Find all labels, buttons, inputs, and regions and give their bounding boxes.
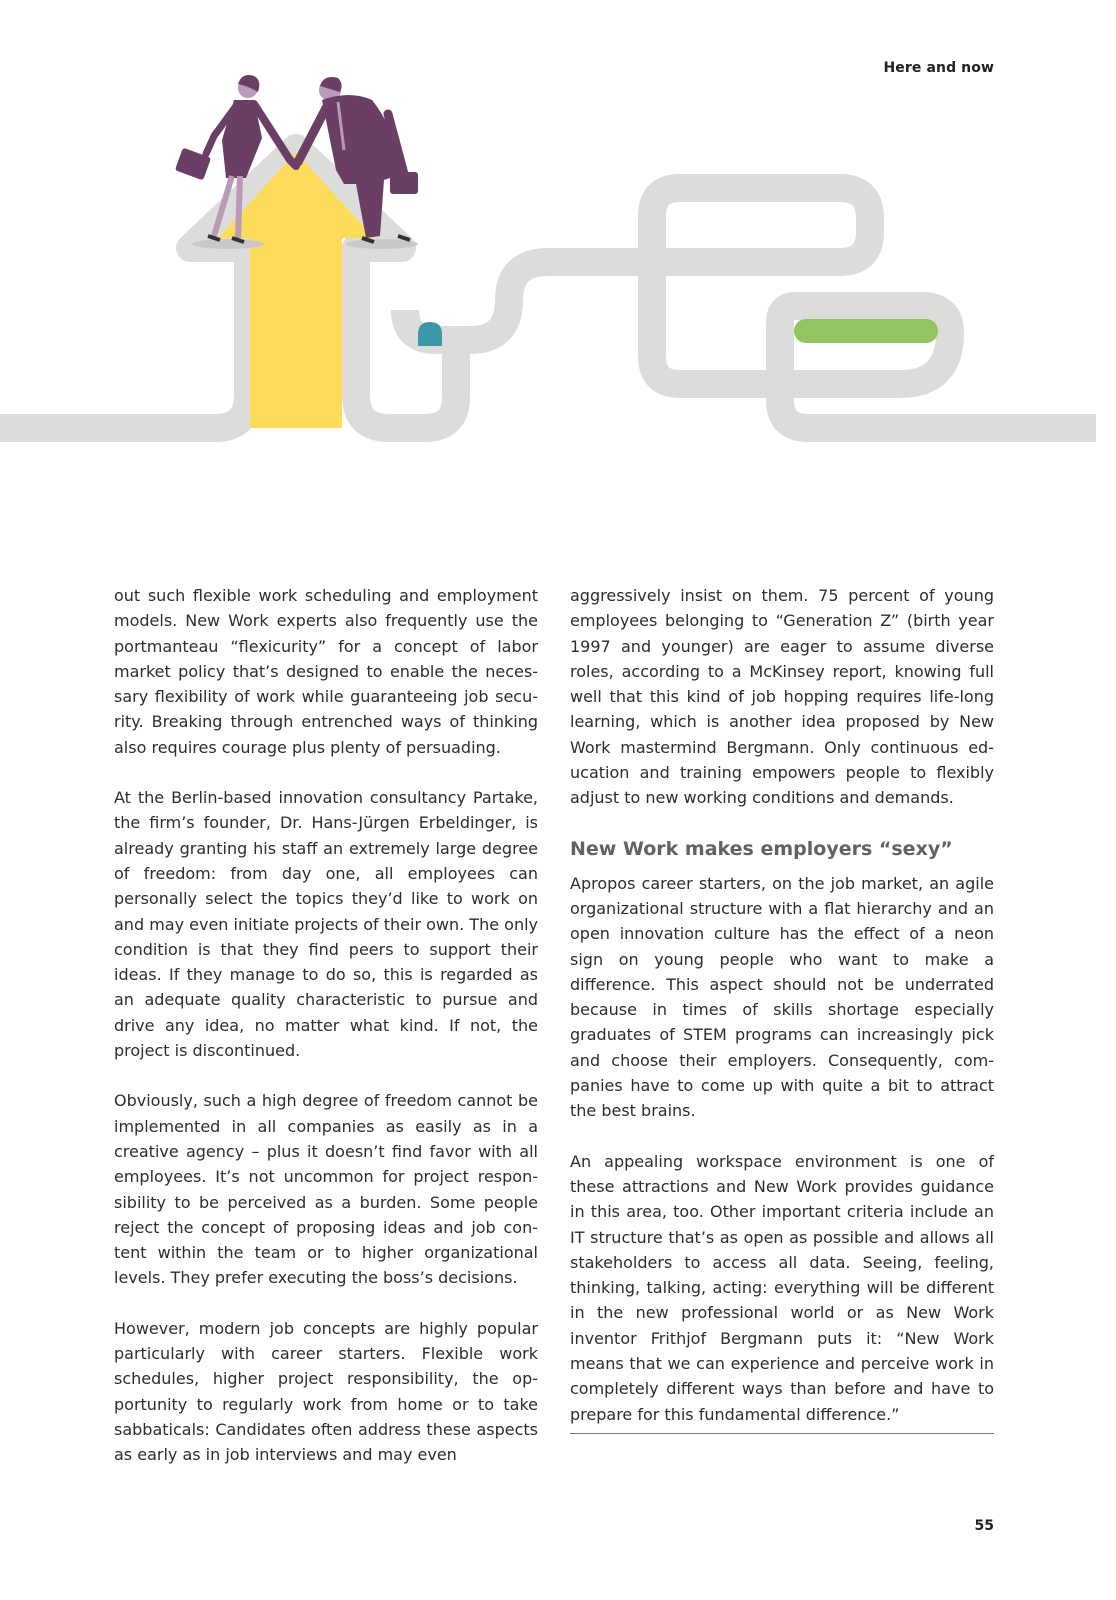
end-rule	[570, 1433, 994, 1434]
subheading: New Work makes employers “sexy”	[570, 837, 953, 860]
page-number: 55	[974, 1518, 994, 1534]
left-paragraph-4: However, modern job concepts are highly popular particularly with career starters. Flexible work schedules, higher project responsibility, the opportunity to regularly work from home or to take sabbaticals: Candidates often address these aspects as early as in job interviews and may even	[114, 1318, 538, 1465]
winding-path	[0, 148, 1096, 428]
right-paragraph-2: Apropos career starters, on the job market, an agile organizational structure with a flat hierarchy and an open innovation culture has the effect of a neon sign on young people who want to make a difference. This aspect should not be underrated because in times of skills shortage especially graduates of STEM programs can increasingly pick and choose their employers. Consequently, companies have to come up with quite a bit to attract the best brains.	[570, 873, 994, 1121]
left-paragraph-1: out such flexible work scheduling and employment models. New Work experts also frequently use the portmanteau “flexicurity” for a concept of labor market policy that’s designed to enable the necessary flexibility of work while guaranteeing job security. Breaking through entrenched ways of thinking also requires courage plus plenty of persuading.	[114, 586, 538, 757]
left-paragraph-3: Obviously, such a high degree of freedom cannot be implemented in all companies as easily as in a creative agency – plus it doesn’t find favor with all employees. It’s not uncommon for project responsibility to be perceived as a burden. Some people reject the concept of proposing ideas and job content within the team or to higher organizational levels. They prefer executing the boss’s decisions.	[114, 1091, 538, 1288]
right-column	[570, 583, 994, 1434]
left-paragraph-2: At the Berlin-based innovation consultancy Partake, the firm’s founder, Dr. Hans-Jürgen Erbeldinger, is already granting his staff an extremely large degree of freedom: from day one, all employees can personally select the topics they’d like to work on and may even initiate projects of their own. The only condition is that they find peers to support their ideas. If they manage to do so, this is regarded as an adequate quality characteristic to pursue and drive any idea, no matter what kind. If not, the project is discontinued.	[114, 788, 538, 1061]
right-paragraph-1: aggressively insist on them. 75 percent of young employees belonging to “Generation Z” (birth year 1997 and younger) are eager to assume diverse roles, according to a McKinsey report, knowing full well that this kind of job hopping requires life-long learning, which is another idea proposed by New Work mastermind Bergmann. Only continuous education and training empowers people to flexibly adjust to new working conditions and demands.	[570, 586, 994, 808]
section-label: Here and now	[883, 60, 994, 76]
left-column	[114, 583, 538, 1493]
handshake-career-path-icon	[0, 60, 1116, 460]
teal-drop	[418, 322, 442, 346]
right-paragraph-3: An appealing workspace environment is one of these attractions and New Work provides guidance in this area, too. Other important criteria include an IT structure that’s as open as possible and allows all stakeholders to access all data. Seeing, feeling, thinking, talking, acting: everything will be different in the new professional world or as New Work inventor Frithjof Bergmann puts it: “New Work means that we can experience and perceive work in completely different ways than before and have to prepare for this fundamental difference.”	[570, 1151, 994, 1424]
green-bar	[794, 319, 938, 343]
